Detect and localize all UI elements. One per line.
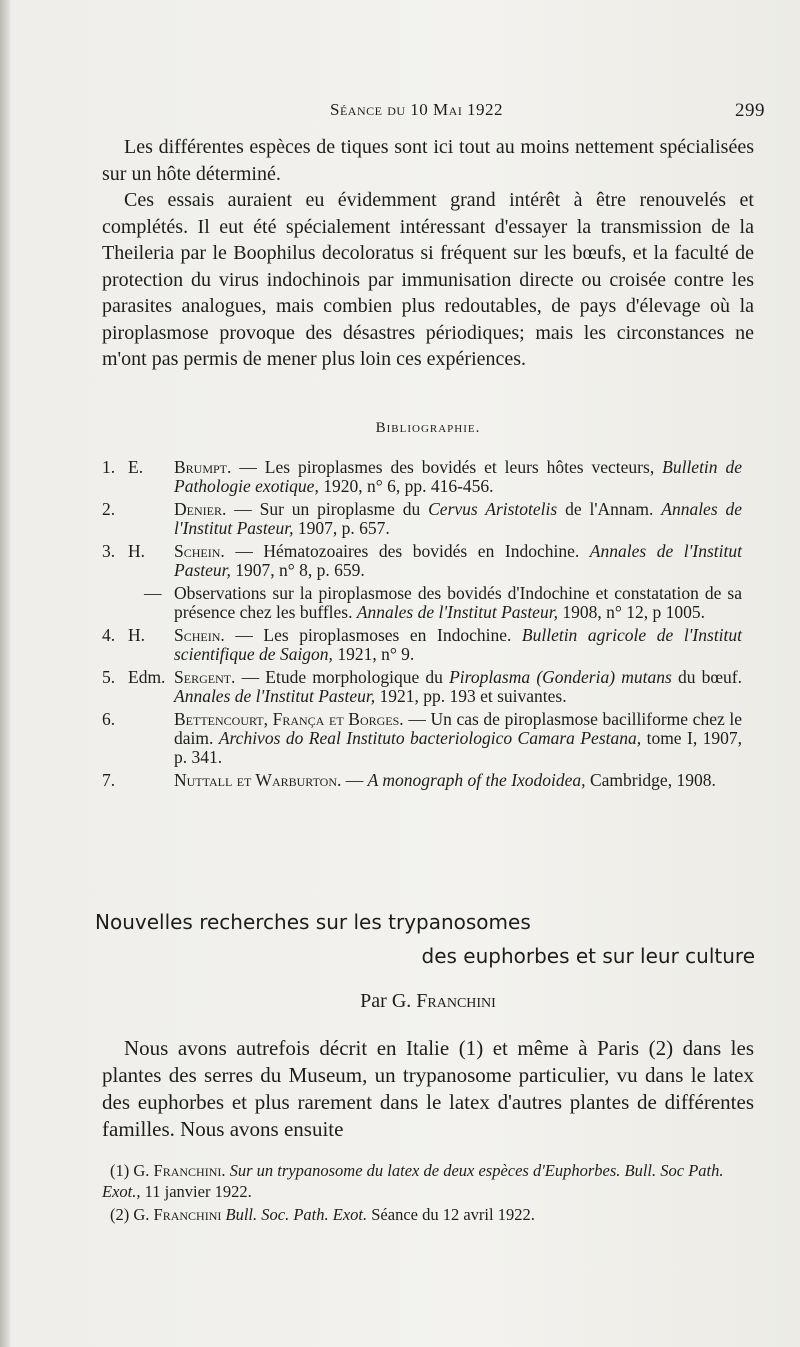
- footnotes: [102, 1160, 752, 1227]
- bibliography-entry: 1. E. Brumpt. — Les piroplasmes des bovidés et leurs hôtes vecteurs, Bulletin de Pathologie exotique, 1920, n° 6, pp. 416-456.: [102, 457, 742, 496]
- footnote: (2) G. Franchini Bull. Soc. Path. Exot. Séance du 12 avril 1922.: [110, 1205, 535, 1224]
- bibliography-heading: Bibliographie.: [375, 420, 481, 436]
- intro-paragraph-2: Ces essais auraient eu évidemment grand intérêt à être renouvelés et complétés. Il eut été spécialement intéressant d'essayer la transmission de la Theileria par le Boophilus decoloratus si fréquent sur les bœufs, et la faculté de protection du virus indochinois par immunisation directe ou croisée contre les parasites analogues, mais combien plus redoutables, de pays d'élevage où la piroplasmose provoque des désastres périodiques; mais les circonstances ne m'ont pas permis de mener plus loin ces expériences.: [102, 189, 754, 370]
- footnote: (1) G. Franchini. Sur un trypanosome du latex de deux espèces d'Euphorbes. Bull. Soc Path. Exot., 11 janvier 1922.: [102, 1161, 724, 1201]
- article-body: [102, 1035, 754, 1143]
- bibliography-entry: 5. Edm. Sergent. — Etude morphologique du Piroplasma (Gonderia) mutans du bœuf. Annales de l'Institut Pasteur, 1921, pp. 193 et suivantes.: [102, 667, 743, 706]
- bibliography-entry: 6. Bettencourt, França et Borges. — Un cas de piroplasmose bacilliforme chez le daim. Archivos do Real Instituto bacteriologico Camara Pestana, tome I, 1907, p. 341.: [102, 709, 743, 767]
- author-name: Franchini: [416, 990, 496, 1012]
- article-title-line-1: Nouvelles recherches sur les trypanosomes: [95, 910, 531, 934]
- intro-text: [102, 134, 754, 373]
- bibliography-entry: 7. Nuttall et Warburton. — A monograph of the Ixodoidea, Cambridge, 1908.: [102, 770, 716, 790]
- bibliography-list: [102, 458, 742, 794]
- bibliography-entry: 4. H. Schein. — Les piroplasmoses en Indochine. Bulletin agricole de l'Institut scientifique de Saigon, 1921, n° 9.: [102, 625, 743, 664]
- bibliography-entry: 2. Denier. — Sur un piroplasme du Cervus Aristotelis de l'Annam. Annales de l'Institut Pasteur, 1907, p. 657.: [102, 499, 743, 538]
- intro-paragraph-1: Les différentes espèces de tiques sont ici tout au moins nettement spécialisées sur un hôte déterminé.: [102, 136, 754, 185]
- page-edge-shadow: [0, 0, 10, 1347]
- article-title: [95, 905, 755, 973]
- article-paragraph: Nous avons autrefois décrit en Italie (1) et même à Paris (2) dans les plantes des serres du Museum, un trypanosome particulier, vu dans le latex des euphorbes et plus rarement dans le latex d'autres plantes de différentes familles. Nous avons ensuite: [102, 1036, 754, 1141]
- bibliography-entry: 3. H. Schein. — Hématozoaires des bovidés en Indochine. Annales de l'Institut Pasteur, 1907, n° 8, p. 659.: [102, 541, 743, 580]
- bibliography-entry: — Observations sur la piroplasmose des bovidés d'Indochine et constatation de sa présence chez les buffles. Annales de l'Institut Pasteur, 1908, n° 12, p 1005.: [144, 583, 742, 622]
- article-title-line-2: des euphorbes et sur leur culture: [421, 944, 755, 968]
- page-number: 299: [735, 100, 765, 121]
- running-header-title: Séance du 10 Mai 1922: [330, 100, 504, 119]
- article-byline: Par G. Franchini: [360, 990, 496, 1012]
